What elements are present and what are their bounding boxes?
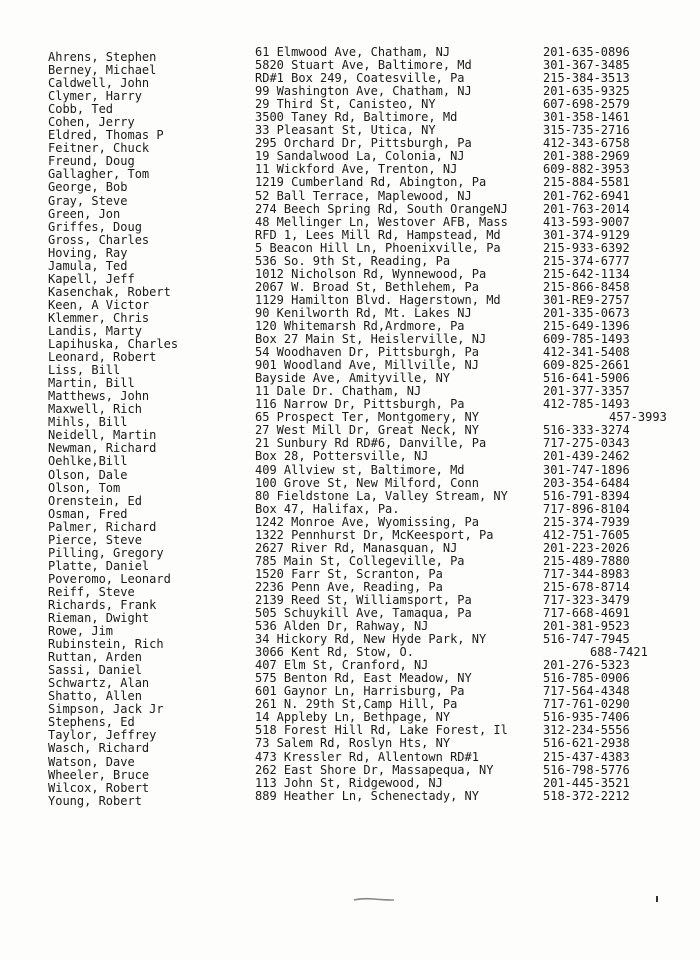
member-name: Pilling, Gregory: [48, 546, 164, 560]
member-name: Berney, Michael: [48, 64, 157, 78]
member-phone: 315-735-2716: [543, 123, 630, 138]
member-name: Freund, Doug: [48, 155, 135, 169]
member-name: Lapihuska, Charles: [48, 338, 179, 352]
member-phone: 215-884-5581: [543, 175, 630, 190]
member-phone: 412-343-6758: [543, 136, 630, 151]
member-phone: 717-668-4691: [543, 606, 630, 621]
member-address: 409 Allview st, Baltimore, Md: [255, 463, 465, 477]
member-name: Gray, Steve: [48, 194, 128, 208]
member-phone: 301-358-1461: [543, 110, 630, 125]
member-address: 1129 Hamilton Blvd. Hagerstown, Md: [255, 293, 501, 307]
member-address: 5 Beacon Hill Ln, Phoenixville, Pa: [255, 241, 501, 255]
member-phone: 201-439-2462: [543, 449, 630, 464]
member-name: George, Bob: [48, 181, 128, 195]
member-name: Reiff, Steve: [48, 585, 135, 599]
member-address: 21 Sunbury Rd RD#6, Danville, Pa: [255, 437, 487, 451]
member-name: Stephens, Ed: [48, 716, 135, 730]
member-phone: 215-649-1396: [543, 318, 630, 333]
member-phone: 301-RE9-2757: [543, 292, 630, 307]
member-phone: 516-785-0906: [543, 671, 630, 686]
member-address: 274 Beech Spring Rd, South OrangeNJ: [255, 202, 508, 216]
member-phone: 516-641-5906: [543, 371, 630, 386]
member-name: Gross, Charles: [48, 233, 150, 247]
member-address: 90 Kenilworth Rd, Mt. Lakes NJ: [255, 306, 472, 320]
member-phone: 215-642-1134: [543, 266, 630, 281]
member-phone: 609-825-2661: [543, 358, 630, 373]
member-phone: 215-374-6777: [543, 253, 630, 268]
member-phone: 457-3993: [609, 410, 667, 425]
member-phone: 201-762-6941: [543, 188, 630, 203]
member-phone: 516-747-7945: [543, 632, 630, 647]
member-phone: 412-341-5408: [543, 345, 630, 360]
member-name: Watson, Dave: [48, 755, 135, 769]
member-phone: 215-489-7880: [543, 553, 630, 568]
member-address: 262 East Shore Dr, Massapequa, NY: [255, 763, 494, 777]
member-address: 473 Kressler Rd, Allentown RD#1: [255, 750, 479, 764]
member-address: Box 27 Main St, Heislerville, NJ: [255, 333, 487, 347]
member-name: Rowe, Jim: [48, 625, 114, 639]
member-name: Wilcox, Robert: [48, 781, 150, 795]
member-address: 505 Schuykill Ave, Tamaqua, Pa: [255, 607, 472, 621]
margin-mark: [656, 896, 658, 902]
member-phone: 609-882-3953: [543, 162, 630, 177]
member-phone: 215-384-3513: [543, 71, 630, 86]
member-name: Landis, Marty: [48, 324, 142, 338]
member-address: 61 Elmwood Ave, Chatham, NJ: [255, 46, 451, 59]
member-address: 1322 Pennhurst Dr, McKeesport, Pa: [255, 528, 494, 542]
member-name: Ruttan, Arden: [48, 651, 142, 665]
member-name: Sassi, Daniel: [48, 664, 142, 678]
member-phone: 201-763-2014: [543, 201, 630, 216]
member-name: Schwartz, Alan: [48, 677, 150, 691]
member-phone: 301-374-9129: [543, 227, 630, 242]
member-name: Leonard, Robert: [48, 351, 157, 365]
member-phone: 516-621-2938: [543, 736, 630, 751]
member-name: Wasch, Richard: [48, 742, 150, 756]
member-name: Taylor, Jeffrey: [48, 729, 157, 743]
member-address: 261 N. 29th St,Camp Hill, Pa: [255, 698, 458, 712]
member-name: Hoving, Ray: [48, 246, 128, 260]
member-name: Olson, Tom: [48, 481, 121, 495]
member-address: RFD 1, Lees Mill Rd, Hampstead, Md: [255, 228, 501, 242]
member-name: Rieman, Dwight: [48, 612, 150, 626]
member-name: Olson, Dale: [48, 468, 128, 482]
member-address: 2236 Penn Ave, Reading, Pa: [255, 580, 443, 594]
member-name: Young, Robert: [48, 794, 142, 808]
member-phone: 301-747-1896: [543, 462, 630, 477]
member-address: 5820 Stuart Ave, Baltimore, Md: [255, 59, 472, 73]
member-phone: 609-785-1493: [543, 332, 630, 347]
member-phone: 301-367-3485: [543, 58, 630, 73]
member-name: Osman, Fred: [48, 507, 128, 521]
member-name: Kapell, Jeff: [48, 272, 135, 286]
member-phone: 201-377-3357: [543, 384, 630, 399]
member-name: Oehlke,Bill: [48, 455, 128, 469]
member-address: 2627 River Rd, Manasquan, NJ: [255, 541, 458, 555]
member-phone: 516-935-7406: [543, 710, 630, 725]
member-name: Cohen, Jerry: [48, 116, 135, 130]
member-name: Clymer, Harry: [48, 90, 142, 104]
member-address: 113 John St, Ridgewood, NJ: [255, 776, 443, 790]
member-address: 3500 Taney Rd, Baltimore, Md: [255, 111, 458, 125]
member-phone: 516-333-3274: [543, 423, 630, 438]
member-name: Pierce, Steve: [48, 533, 142, 547]
member-name: Richards, Frank: [48, 598, 157, 612]
member-phone: 215-437-4383: [543, 749, 630, 764]
member-name: Liss, Bill: [48, 364, 121, 378]
member-name: Eldred, Thomas P: [48, 129, 164, 143]
member-phone: 201-388-2969: [543, 149, 630, 164]
member-phone: 201-223-2026: [543, 540, 630, 555]
member-address: 116 Narrow Dr, Pittsburgh, Pa: [255, 398, 465, 412]
member-address: 1219 Cumberland Rd, Abington, Pa: [255, 176, 487, 190]
member-address: 3066 Kent Rd, Stow, O.: [255, 646, 414, 660]
member-phone: 717-344-8983: [543, 566, 630, 581]
member-phone: 412-785-1493: [543, 397, 630, 412]
member-address: 52 Ball Terrace, Maplewood, NJ: [255, 189, 472, 203]
member-name: Shatto, Allen: [48, 690, 142, 704]
member-phone: 201-635-0896: [543, 45, 630, 59]
member-name: Wheeler, Bruce: [48, 768, 150, 782]
member-name: Rubinstein, Rich: [48, 638, 164, 652]
member-name: Matthews, John: [48, 390, 150, 404]
member-address: 120 Whitemarsh Rd,Ardmore, Pa: [255, 319, 465, 333]
member-phone: 518-372-2212: [543, 788, 630, 803]
member-name: Cobb, Ted: [48, 103, 114, 117]
member-phone: 412-751-7605: [543, 527, 630, 542]
member-address: 2139 Reed St, Williamsport, Pa: [255, 593, 472, 607]
member-address: 536 Alden Dr, Rahway, NJ: [255, 620, 429, 634]
member-phone: 203-354-6484: [543, 475, 630, 490]
member-address: 889 Heather Ln, Schenectady, NY: [255, 789, 479, 803]
member-name: Poveromo, Leonard: [48, 572, 171, 586]
member-address: 1242 Monroe Ave, Wyomissing, Pa: [255, 515, 479, 529]
member-address: 601 Gaynor Ln, Harrisburg, Pa: [255, 685, 465, 699]
member-phone: 717-323-3479: [543, 592, 630, 607]
member-phone: 201-276-5323: [543, 658, 630, 673]
member-address: Box 28, Pottersville, NJ: [255, 450, 429, 464]
member-phone: 201-445-3521: [543, 775, 630, 790]
member-address: 11 Wickford Ave, Trenton, NJ: [255, 163, 458, 177]
member-name: Orenstein, Ed: [48, 494, 142, 508]
member-phone: 201-381-9523: [543, 619, 630, 634]
member-address: 295 Orchard Dr, Pittsburgh, Pa: [255, 137, 472, 151]
member-address: 100 Grove St, New Milford, Conn: [255, 476, 479, 490]
member-phone: 516-798-5776: [543, 762, 630, 777]
member-phone: 717-896-8104: [543, 501, 630, 516]
member-address: 2067 W. Broad St, Bethlehem, Pa: [255, 280, 479, 294]
member-name: Simpson, Jack Jr: [48, 703, 164, 717]
member-name: Martin, Bill: [48, 377, 135, 391]
member-address: Bayside Ave, Amityville, NY: [255, 372, 451, 386]
member-address: 65 Prospect Ter, Montgomery, NY: [255, 411, 479, 425]
member-address: 901 Woodland Ave, Millville, NJ: [255, 359, 479, 373]
member-name: Griffes, Doug: [48, 220, 142, 234]
member-address: 34 Hickory Rd, New Hyde Park, NY: [255, 633, 487, 647]
member-address: 99 Washington Ave, Chatham, NJ: [255, 85, 472, 99]
member-name: Jamula, Ted: [48, 259, 128, 273]
member-phone: 215-933-6392: [543, 240, 630, 255]
member-name: Neidell, Martin: [48, 429, 157, 443]
member-phone: 201-335-0673: [543, 305, 630, 320]
member-phone: 717-275-0343: [543, 436, 630, 451]
member-directory-list: [0, 45, 700, 808]
member-name: Kasenchak, Robert: [48, 285, 171, 299]
member-name: Newman, Richard: [48, 442, 157, 456]
member-address: 14 Appleby Ln, Bethpage, NY: [255, 711, 451, 725]
member-address: 11 Dale Dr. Chatham, NJ: [255, 385, 422, 399]
member-address: 518 Forest Hill Rd, Lake Forest, Il: [255, 724, 508, 738]
member-name: Maxwell, Rich: [48, 403, 142, 417]
member-phone: 516-791-8394: [543, 488, 630, 503]
member-phone: 215-374-7939: [543, 514, 630, 529]
member-name: Klemmer, Chris: [48, 311, 150, 325]
member-address: 536 So. 9th St, Reading, Pa: [255, 254, 451, 268]
member-address: 27 West Mill Dr, Great Neck, NY: [255, 424, 479, 438]
member-phone: 413-593-9007: [543, 214, 630, 229]
member-phone: 717-564-4348: [543, 684, 630, 699]
member-address: 80 Fieldstone La, Valley Stream, NY: [255, 489, 508, 503]
member-address: 54 Woodhaven Dr, Pittsburgh, Pa: [255, 346, 479, 360]
member-phone: 215-866-8458: [543, 279, 630, 294]
member-address: Box 47, Halifax, Pa.: [255, 502, 400, 516]
member-name: Keen, A Victor: [48, 298, 150, 312]
member-phone: 607-698-2579: [543, 97, 630, 112]
member-phone: 201-635-9325: [543, 84, 630, 99]
member-name: Ahrens, Stephen: [48, 51, 157, 64]
member-address: 33 Pleasant St, Utica, NY: [255, 124, 436, 138]
member-address: 785 Main St, Collegeville, Pa: [255, 554, 465, 568]
member-name: Palmer, Richard: [48, 520, 157, 534]
member-address: 407 Elm St, Cranford, NJ: [255, 659, 429, 673]
member-address: 1012 Nicholson Rd, Wynnewood, Pa: [255, 267, 487, 281]
member-name: Platte, Daniel: [48, 559, 150, 573]
member-name: Gallagher, Tom: [48, 168, 150, 182]
member-address: RD#1 Box 249, Coatesville, Pa: [255, 72, 465, 86]
member-name: Feitner, Chuck: [48, 142, 150, 156]
member-address: 73 Salem Rd, Roslyn Hts, NY: [255, 737, 451, 751]
member-phone: 312-234-5556: [543, 723, 630, 738]
member-address: 19 Sandalwood La, Colonia, NJ: [255, 150, 465, 164]
member-name: Green, Jon: [48, 207, 121, 221]
member-phone: 717-761-0290: [543, 697, 630, 712]
member-name: Mihls, Bill: [48, 416, 128, 430]
member-address: 48 Mellinger Ln, Westover AFB, Mass: [255, 215, 508, 229]
smudge-mark: [352, 897, 396, 902]
member-name: Caldwell, John: [48, 77, 150, 91]
member-address: 1520 Farr St, Scranton, Pa: [255, 567, 443, 581]
member-address: 29 Third St, Canisteo, NY: [255, 98, 436, 112]
member-phone: 688-7421: [590, 645, 648, 660]
member-address: 575 Benton Rd, East Meadow, NY: [255, 672, 472, 686]
member-phone: 215-678-8714: [543, 579, 630, 594]
